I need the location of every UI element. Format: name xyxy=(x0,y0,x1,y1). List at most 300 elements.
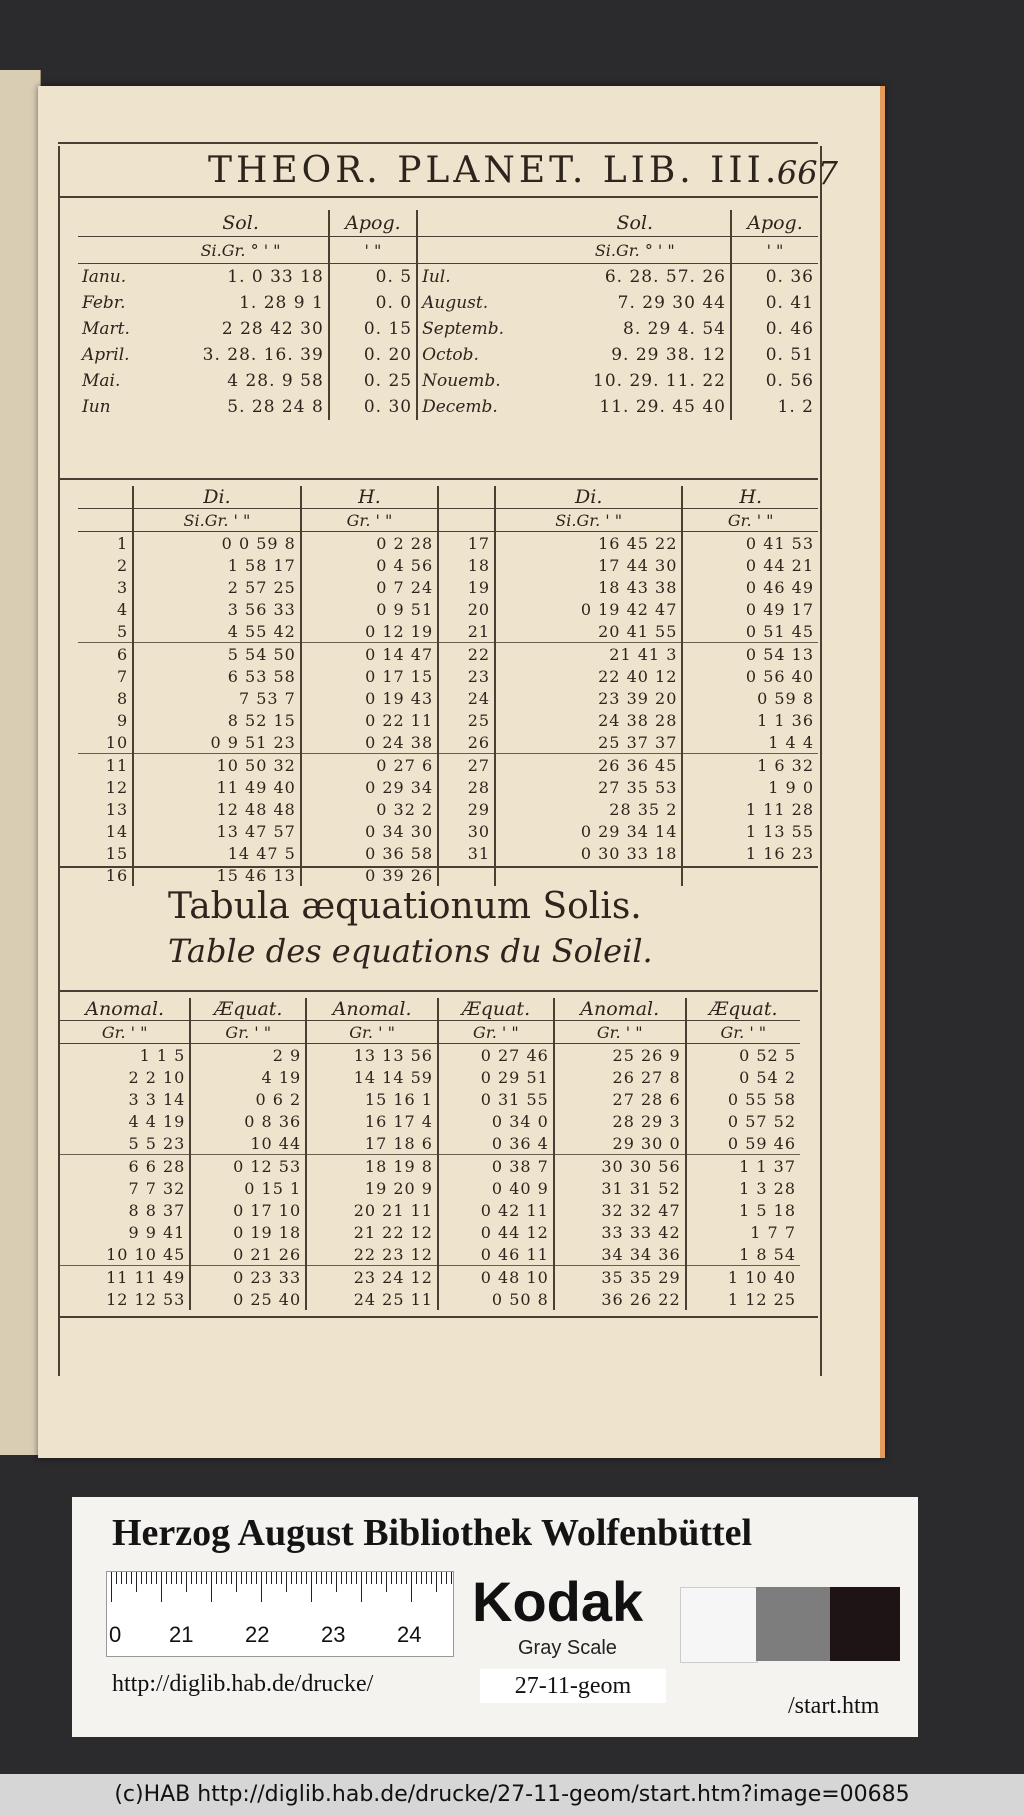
equation-row xyxy=(60,1221,800,1243)
h-value: 0 24 38 xyxy=(301,731,438,754)
day-number: 28 xyxy=(438,776,495,798)
di-value: 10 50 32 xyxy=(133,754,301,777)
h-value: 0 49 17 xyxy=(682,598,818,620)
day-number: 15 xyxy=(105,843,129,863)
ruler-tick xyxy=(121,1572,122,1584)
h-value: 0 41 53 xyxy=(682,532,818,555)
days-row xyxy=(78,820,818,842)
col-apog: Apog. xyxy=(329,210,417,237)
equation-value: 4 19 xyxy=(190,1066,306,1088)
month-name: April. xyxy=(82,345,130,365)
ruler-tick xyxy=(256,1572,257,1584)
anomaly-value: 32 32 47 xyxy=(554,1199,686,1221)
equation-value: 0 8 36 xyxy=(190,1110,306,1132)
ruler-tick xyxy=(201,1572,202,1584)
sub-apog-right: ' " xyxy=(731,237,818,264)
ruler-tick xyxy=(236,1572,237,1592)
anomaly-value: 20 21 11 xyxy=(306,1199,438,1221)
ruler-tick xyxy=(346,1572,347,1584)
anomaly-value: 16 17 4 xyxy=(306,1110,438,1132)
book-page xyxy=(38,86,885,1458)
ruler-tick xyxy=(141,1572,142,1584)
col-di-right: Di. xyxy=(495,486,682,509)
ruler-tick xyxy=(211,1572,212,1602)
ruler-tick xyxy=(391,1572,392,1584)
day-number: 3 xyxy=(116,577,129,597)
sub-eq-2: Gr. ' " xyxy=(190,1021,306,1044)
anomaly-value: 17 18 6 xyxy=(306,1132,438,1155)
ruler-tick xyxy=(356,1572,357,1584)
h-value: 1 13 55 xyxy=(682,820,818,842)
days-row xyxy=(78,709,818,731)
h-value: 0 4 56 xyxy=(301,554,438,576)
equation-value: 0 48 10 xyxy=(438,1266,554,1289)
di-value: 14 47 5 xyxy=(133,842,301,864)
equation-row xyxy=(60,1132,800,1155)
days-row xyxy=(78,687,818,709)
footer-copyright: (c)HAB http://diglib.hab.de/drucke/27-11-geom/start.htm?image=00685 xyxy=(0,1774,1024,1815)
col-aequat-1: Æquat. xyxy=(190,998,306,1021)
anomaly-value: 11 11 49 xyxy=(60,1266,190,1289)
di-value: 24 38 28 xyxy=(495,709,682,731)
months-row xyxy=(78,316,818,342)
h-value: 0 9 51 xyxy=(301,598,438,620)
ruler-tick xyxy=(371,1572,372,1584)
anomaly-value: 13 13 56 xyxy=(306,1044,438,1067)
equation-value: 1 7 7 xyxy=(686,1221,800,1243)
equation-value: 0 42 11 xyxy=(438,1199,554,1221)
h-value: 0 22 11 xyxy=(301,709,438,731)
di-value: 0 29 34 14 xyxy=(495,820,682,842)
apog-value: 0. 36 xyxy=(731,264,818,291)
ruler xyxy=(106,1571,454,1657)
sol-value: 1. 28 9 1 xyxy=(239,293,324,313)
ruler-tick xyxy=(381,1572,382,1584)
anomaly-value: 12 12 53 xyxy=(106,1289,186,1309)
di-value: 0 19 42 47 xyxy=(495,598,682,620)
di-value: 0 0 59 8 xyxy=(133,532,301,555)
day-number: 26 xyxy=(438,731,495,754)
h-value: 0 17 15 xyxy=(301,665,438,687)
h-value: 1 4 4 xyxy=(682,731,818,754)
equation-row xyxy=(60,1199,800,1221)
di-value: 27 35 53 xyxy=(495,776,682,798)
library-color-card xyxy=(72,1497,918,1737)
days-table xyxy=(78,486,818,886)
header-title: THEOR. PLANET. LIB. III. xyxy=(208,150,781,191)
sub-eq-3: Gr. ' " xyxy=(306,1021,438,1044)
ruler-tick xyxy=(276,1572,277,1584)
anomaly-value: 27 28 6 xyxy=(554,1088,686,1110)
apog-value: 0. 0 xyxy=(329,290,417,316)
day-number: 29 xyxy=(438,798,495,820)
equations-table xyxy=(60,998,800,1310)
apog-value: 0. 25 xyxy=(329,368,417,394)
anomaly-value: 26 27 8 xyxy=(554,1066,686,1088)
di-value: 8 52 15 xyxy=(133,709,301,731)
sol-value: 4 28. 9 58 xyxy=(227,371,324,391)
apog-value: 0. 30 xyxy=(329,394,417,420)
di-value: 12 48 48 xyxy=(133,798,301,820)
apog-value: 0. 56 xyxy=(731,368,818,394)
h-value: 0 27 6 xyxy=(301,754,438,777)
day-number: 23 xyxy=(438,665,495,687)
h-value: 0 36 58 xyxy=(301,842,438,864)
days-row xyxy=(78,665,818,687)
days-row xyxy=(78,776,818,798)
ruler-tick xyxy=(261,1572,262,1602)
equation-value: 1 3 28 xyxy=(686,1177,800,1199)
ruler-tick xyxy=(326,1572,327,1584)
days-row xyxy=(78,798,818,820)
ruler-tick xyxy=(251,1572,252,1584)
ruler-tick xyxy=(316,1572,317,1584)
ruler-tick xyxy=(191,1572,192,1584)
ruler-tick xyxy=(376,1572,377,1584)
h-value: 0 46 49 xyxy=(682,576,818,598)
swatch-white xyxy=(680,1587,758,1663)
equation-value: 0 44 12 xyxy=(438,1221,554,1243)
di-value: 3 56 33 xyxy=(133,598,301,620)
anomaly-value: 33 33 42 xyxy=(554,1221,686,1243)
h-value: 1 6 32 xyxy=(682,754,818,777)
equation-value: 0 40 9 xyxy=(438,1177,554,1199)
day-number: 24 xyxy=(438,687,495,709)
apog-value: 0. 15 xyxy=(329,316,417,342)
sub-eq-5: Gr. ' " xyxy=(554,1021,686,1044)
sol-value: 6. 28. 57. 26 xyxy=(604,267,726,287)
sol-value: 7. 29 30 44 xyxy=(617,293,726,313)
anomaly-value: 25 26 9 xyxy=(554,1044,686,1067)
sol-value: 3. 28. 16. 39 xyxy=(202,345,324,365)
equation-value: 10 44 xyxy=(190,1132,306,1155)
anomaly-value: 6 6 28 xyxy=(60,1155,190,1178)
ruler-tick xyxy=(311,1572,312,1602)
ruler-tick xyxy=(296,1572,297,1584)
col-sol-right: Sol. xyxy=(540,210,731,237)
day-number: 4 xyxy=(116,599,129,619)
months-row xyxy=(78,368,818,394)
equation-row xyxy=(60,1044,800,1067)
apog-value: 0. 51 xyxy=(731,342,818,368)
anomaly-value: 24 25 11 xyxy=(306,1288,438,1310)
running-header xyxy=(98,150,838,194)
days-row xyxy=(78,554,818,576)
ruler-tick xyxy=(266,1572,267,1584)
anomaly-value: 4 4 19 xyxy=(128,1111,186,1131)
equation-value: 0 17 10 xyxy=(190,1199,306,1221)
anomaly-value: 18 19 8 xyxy=(306,1155,438,1178)
ruler-tick xyxy=(231,1572,232,1584)
day-number: 6 xyxy=(78,643,133,666)
equation-row xyxy=(60,1288,800,1310)
equation-value: 0 54 2 xyxy=(686,1066,800,1088)
month-name: Nouemb. xyxy=(417,368,540,394)
month-name: Febr. xyxy=(82,293,126,313)
url-left: http://diglib.hab.de/drucke/ xyxy=(112,1671,374,1697)
ruler-tick xyxy=(161,1572,162,1602)
day-number: 16 xyxy=(105,865,129,885)
apog-value: 0. 20 xyxy=(329,342,417,368)
di-value: 21 41 3 xyxy=(495,643,682,666)
caption-latin: Tabula æquationum Solis. xyxy=(168,886,642,927)
sol-value: 1. 0 33 18 xyxy=(227,267,324,287)
equation-row xyxy=(60,1177,800,1199)
days-row xyxy=(78,842,818,864)
swatch-black xyxy=(830,1587,900,1661)
h-value: 0 39 26 xyxy=(301,864,438,886)
months-row xyxy=(78,394,818,420)
equation-row xyxy=(60,1088,800,1110)
col-h-right: H. xyxy=(682,486,818,509)
equation-value: 0 27 46 xyxy=(438,1044,554,1067)
di-value: 7 53 7 xyxy=(133,687,301,709)
month-name: Octob. xyxy=(417,342,540,368)
anomaly-value: 8 8 37 xyxy=(128,1200,186,1220)
equation-value: 1 8 54 xyxy=(686,1243,800,1266)
apog-value: 0. 46 xyxy=(731,316,818,342)
ruler-tick xyxy=(156,1572,157,1584)
equation-value: 1 12 25 xyxy=(686,1288,800,1310)
ruler-label-24: 24 xyxy=(397,1622,422,1647)
ruler-tick xyxy=(126,1572,127,1584)
ruler-label-22: 22 xyxy=(245,1622,270,1647)
ruler-tick xyxy=(301,1572,302,1584)
di-value: 5 54 50 xyxy=(133,643,301,666)
equation-value: 0 36 4 xyxy=(438,1132,554,1155)
di-value: 6 53 58 xyxy=(133,665,301,687)
ruler-tick xyxy=(171,1572,172,1584)
equation-row xyxy=(60,1266,800,1289)
equation-value: 0 50 8 xyxy=(438,1288,554,1310)
day-number: 20 xyxy=(438,598,495,620)
library-name: Herzog August Bibliothek Wolfenbüttel xyxy=(112,1512,753,1554)
days-row xyxy=(78,643,818,666)
h-value: 1 9 0 xyxy=(682,776,818,798)
day-number: 10 xyxy=(105,732,129,752)
di-value: 28 35 2 xyxy=(495,798,682,820)
sub-eq-1: Gr. ' " xyxy=(60,1021,190,1044)
anomaly-value: 31 31 52 xyxy=(554,1177,686,1199)
ruler-tick xyxy=(226,1572,227,1584)
equation-row xyxy=(60,1110,800,1132)
day-number: 25 xyxy=(438,709,495,731)
anomaly-value: 36 26 22 xyxy=(554,1288,686,1310)
col-h: H. xyxy=(301,486,438,509)
gray-scale-label: Gray Scale xyxy=(518,1637,617,1659)
apog-value: 0. 41 xyxy=(731,290,818,316)
days-rule xyxy=(58,866,818,868)
ruler-tick xyxy=(146,1572,147,1584)
apog-value: 1. 2 xyxy=(731,394,818,420)
anomaly-value: 29 30 0 xyxy=(554,1132,686,1155)
sub-sol-right: Si.Gr. ° ' " xyxy=(540,237,731,264)
month-name: Iun xyxy=(82,397,111,417)
ruler-tick xyxy=(331,1572,332,1584)
sub-di: Si.Gr. ' " xyxy=(133,509,301,532)
h-value: 0 34 30 xyxy=(301,820,438,842)
month-name: Mai. xyxy=(82,371,121,391)
ruler-tick xyxy=(196,1572,197,1584)
di-value: 0 9 51 23 xyxy=(133,731,301,754)
sol-value: 2 28 42 30 xyxy=(221,319,324,339)
h-value: 0 54 13 xyxy=(682,643,818,666)
kodak-logo: Kodak xyxy=(472,1570,644,1633)
equation-row xyxy=(60,1066,800,1088)
anomaly-value: 34 34 36 xyxy=(554,1243,686,1266)
sub-eq-6: Gr. ' " xyxy=(686,1021,800,1044)
ruler-label-23: 23 xyxy=(321,1622,346,1647)
ruler-tick xyxy=(181,1572,182,1584)
anomaly-value: 7 7 32 xyxy=(128,1178,186,1198)
h-value: 0 56 40 xyxy=(682,665,818,687)
ruler-tick xyxy=(426,1572,427,1584)
ruler-label-21: 21 xyxy=(169,1622,194,1647)
day-number: 19 xyxy=(438,576,495,598)
equation-value: 0 25 40 xyxy=(190,1288,306,1310)
ruler-tick xyxy=(111,1572,112,1602)
ruler-tick xyxy=(151,1572,152,1584)
day-number: 30 xyxy=(438,820,495,842)
col-di: Di. xyxy=(133,486,301,509)
months-row xyxy=(78,264,818,291)
anomaly-value: 35 35 29 xyxy=(554,1266,686,1289)
shelfmark-code: 27-11-geom xyxy=(480,1669,666,1703)
di-value: 13 47 57 xyxy=(133,820,301,842)
h-value: 0 2 28 xyxy=(301,532,438,555)
anomaly-value: 1 1 5 xyxy=(139,1045,186,1065)
sub-apog: ' " xyxy=(329,237,417,264)
ruler-label-0: 0 xyxy=(109,1622,122,1647)
anomaly-value: 15 16 1 xyxy=(306,1088,438,1110)
month-name: Decemb. xyxy=(417,394,540,420)
ruler-tick xyxy=(116,1572,117,1584)
ruler-tick xyxy=(446,1572,447,1584)
day-number: 12 xyxy=(105,777,129,797)
day-number: 8 xyxy=(116,688,129,708)
equation-value: 0 46 11 xyxy=(438,1243,554,1266)
equation-value: 1 5 18 xyxy=(686,1199,800,1221)
h-value: 0 12 19 xyxy=(301,620,438,643)
sol-value: 11. 29. 45 40 xyxy=(599,397,726,417)
ruler-tick xyxy=(271,1572,272,1584)
ruler-tick xyxy=(431,1572,432,1584)
day-number: 7 xyxy=(116,666,129,686)
day-number: 27 xyxy=(438,754,495,777)
day-number: 2 xyxy=(116,555,129,575)
sol-value: 10. 29. 11. 22 xyxy=(593,371,726,391)
sub-sol: Si.Gr. ° ' " xyxy=(153,237,328,264)
top-rule xyxy=(58,142,818,144)
swatch-gray xyxy=(756,1587,830,1661)
col-apog-right: Apog. xyxy=(731,210,818,237)
di-value: 20 41 55 xyxy=(495,620,682,643)
sub-h: Gr. ' " xyxy=(301,509,438,532)
h-value: 1 11 28 xyxy=(682,798,818,820)
days-row xyxy=(78,598,818,620)
di-value: 17 44 30 xyxy=(495,554,682,576)
month-name: Septemb. xyxy=(417,316,540,342)
ruler-tick xyxy=(216,1572,217,1584)
equation-value: 0 52 5 xyxy=(686,1044,800,1067)
ruler-tick xyxy=(416,1572,417,1584)
ruler-tick xyxy=(166,1572,167,1584)
ruler-tick xyxy=(441,1572,442,1584)
day-number: 9 xyxy=(116,710,129,730)
equation-value: 0 29 51 xyxy=(438,1066,554,1088)
days-row xyxy=(78,576,818,598)
sub-di-right: Si.Gr. ' " xyxy=(495,509,682,532)
caption-french: Table des equations du Soleil. xyxy=(168,932,653,970)
ruler-tick xyxy=(421,1572,422,1584)
col-anomal-3: Anomal. xyxy=(554,998,686,1021)
di-value: 18 43 38 xyxy=(495,576,682,598)
anomaly-value: 22 23 12 xyxy=(306,1243,438,1266)
di-value: 2 57 25 xyxy=(133,576,301,598)
anomaly-value: 14 14 59 xyxy=(306,1066,438,1088)
h-value: 0 59 8 xyxy=(682,687,818,709)
day-number: 13 xyxy=(105,799,129,819)
day-number: 11 xyxy=(78,754,133,777)
h-value: 1 16 23 xyxy=(682,842,818,864)
ruler-tick xyxy=(396,1572,397,1584)
ruler-tick xyxy=(176,1572,177,1584)
months-rule xyxy=(58,478,818,480)
ruler-tick xyxy=(291,1572,292,1584)
day-number: 18 xyxy=(438,554,495,576)
di-value: 1 58 17 xyxy=(133,554,301,576)
anomaly-value: 10 10 45 xyxy=(106,1244,186,1264)
sol-value: 8. 29 4. 54 xyxy=(623,319,726,339)
equation-row xyxy=(60,1243,800,1266)
equation-value: 0 19 18 xyxy=(190,1221,306,1243)
di-value: 11 49 40 xyxy=(133,776,301,798)
di-value: 22 40 12 xyxy=(495,665,682,687)
header-rule xyxy=(58,196,818,198)
url-right: /start.htm xyxy=(788,1693,880,1719)
h-value: 0 44 21 xyxy=(682,554,818,576)
anomaly-value: 19 20 9 xyxy=(306,1177,438,1199)
month-name: Iul. xyxy=(417,264,540,291)
col-anomal-1: Anomal. xyxy=(60,998,190,1021)
months-table xyxy=(78,210,818,420)
equation-row xyxy=(60,1155,800,1178)
ruler-tick xyxy=(406,1572,407,1584)
ruler-tick xyxy=(241,1572,242,1584)
di-value: 0 30 33 18 xyxy=(495,842,682,864)
h-value: 0 19 43 xyxy=(301,687,438,709)
days-row xyxy=(78,620,818,643)
equation-value: 0 38 7 xyxy=(438,1155,554,1178)
days-row xyxy=(78,532,818,555)
ruler-tick xyxy=(366,1572,367,1584)
sol-value: 9. 29 38. 12 xyxy=(611,345,726,365)
h-value: 0 14 47 xyxy=(301,643,438,666)
di-value: 26 36 45 xyxy=(495,754,682,777)
ruler-tick xyxy=(451,1572,452,1584)
left-page-edge xyxy=(0,70,41,1455)
h-value: 0 7 24 xyxy=(301,576,438,598)
days-row xyxy=(78,754,818,777)
months-row xyxy=(78,290,818,316)
equation-value: 1 1 37 xyxy=(686,1155,800,1178)
ruler-tick xyxy=(351,1572,352,1584)
ruler-ticks xyxy=(107,1572,453,1602)
caption-rule xyxy=(58,990,818,992)
anomaly-value: 3 3 14 xyxy=(128,1089,186,1109)
equation-value: 0 6 2 xyxy=(190,1088,306,1110)
equation-value: 0 31 55 xyxy=(438,1088,554,1110)
